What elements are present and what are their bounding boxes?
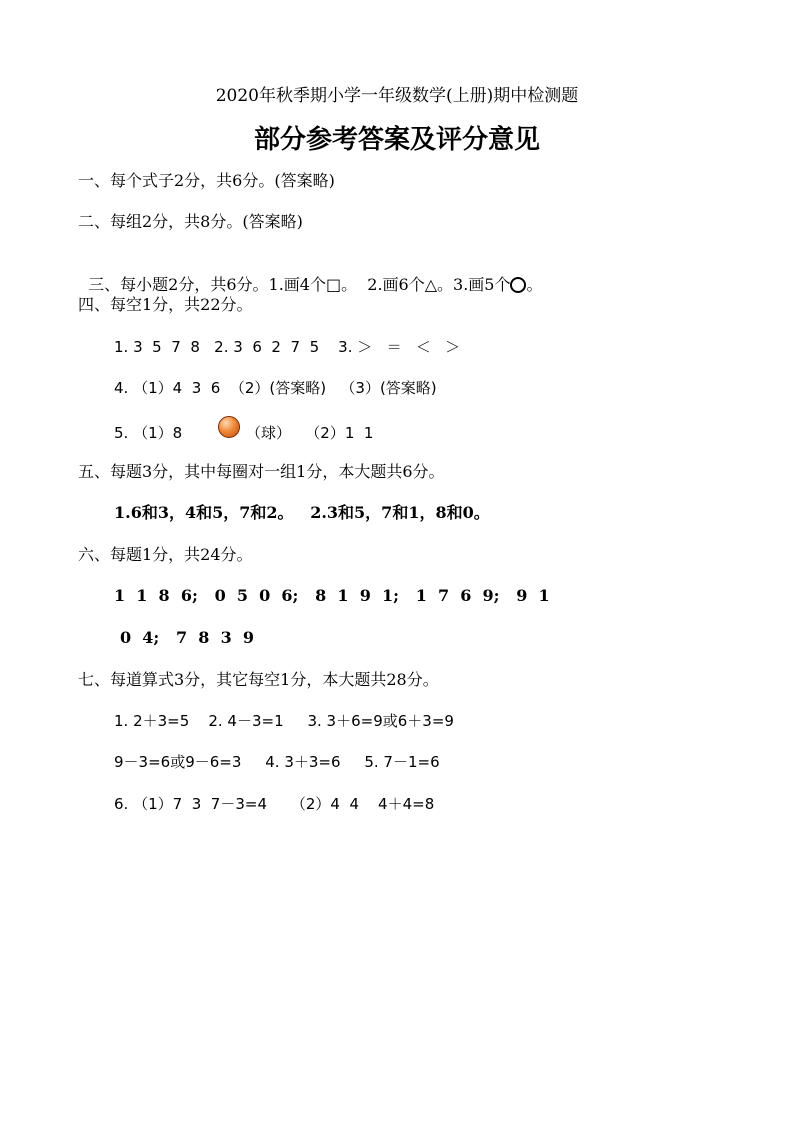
section-7-answers-1: 1. 2＋3=5 2. 4－3=1 3. 3＋6=9或6＋3=9 (114, 712, 454, 730)
section-5-answers: 1.6和3，4和5，7和2。 2.3和5，7和1，8和0。 (114, 503, 490, 522)
section-6: 六、每题1分，共24分。 (78, 545, 253, 564)
section-6-answers-2: 0 4; 7 8 3 9 (120, 628, 254, 647)
section-4-answers-1: 1. 3 5 7 8 2. 3 6 2 7 5 3. ＞ ＝ ＜ ＞ (114, 338, 461, 356)
section-4-answers-3a: 5. （1）8 (114, 424, 183, 442)
section-5: 五、每题3分，其中每圈对一组1分，本大题共6分。 (78, 462, 445, 481)
section-3-text: 三、每小题2分，共6分。1.画4个□。 2.画6个△。3.画5个 (88, 275, 511, 294)
section-6-answers-1: 1 1 8 6; 0 5 0 6; 8 1 9 1; 1 7 6 9; 9 1 (114, 586, 550, 605)
section-7-answers-3: 6. （1）7 3 7－3=4 （2）4 4 4＋4=8 (114, 795, 435, 813)
section-3 (78, 255, 542, 295)
section-1: 一、每个式子2分，共6分。(答案略) (78, 171, 335, 190)
section-2: 二、每组2分，共8分。(答案略) (78, 212, 303, 231)
section-7: 七、每道算式3分，其它每空1分，本大题共28分。 (78, 670, 439, 689)
section-4-answers-3b: （球） （2）1 1 (246, 424, 374, 442)
ball-icon (218, 416, 240, 438)
section-7-answers-2: 9－3=6或9－6=3 4. 3＋3=6 5. 7－1=6 (114, 753, 440, 771)
page-title: 2020年秋季期小学一年级数学(上册)期中检测题 (215, 86, 579, 106)
circle-shape-icon (510, 277, 526, 293)
page-subtitle: 部分参考答案及评分意见 (253, 125, 540, 155)
section-3-end: 。 (526, 275, 543, 294)
section-4-answers-2: 4. （1）4 3 6 （2）(答案略) （3）(答案略) (114, 379, 437, 397)
section-4: 四、每空1分，共22分。 (78, 295, 253, 314)
